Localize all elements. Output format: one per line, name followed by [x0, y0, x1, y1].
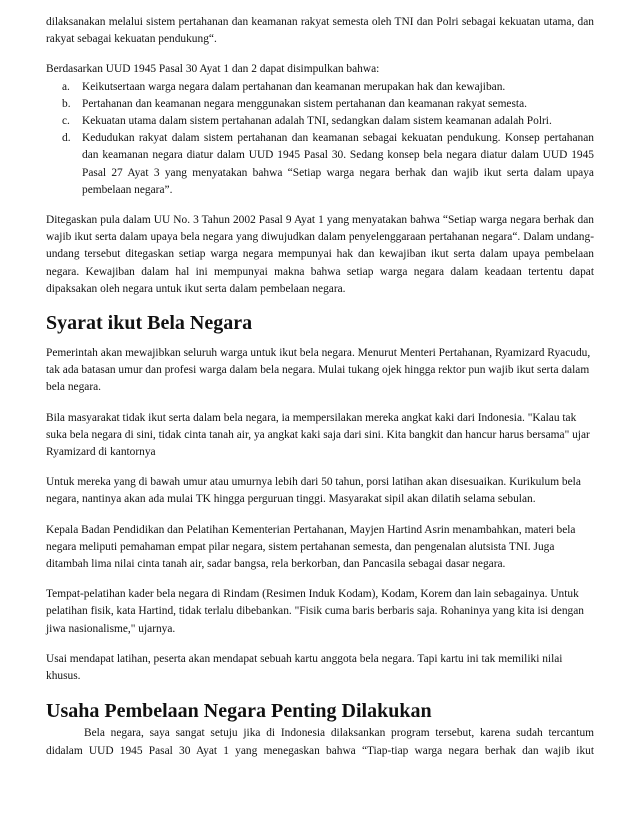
- list-item-text: Pertahanan dan keamanan negara menggunakan sistem pertahanan dan keamanan rakyat semesta.: [82, 97, 527, 110]
- list-item: [46, 96, 594, 113]
- list-marker: a.: [62, 80, 70, 93]
- list-item-text: Kekuatan utama dalam sistem pertahanan adalah TNI, sedangkan dalam sistem keamanan adalah Polri.: [82, 115, 552, 128]
- list-item: [46, 79, 594, 96]
- list-item-text: Kedudukan rakyat dalam sistem pertahanan dan keamanan sebagai kekuatan pendukung. Konsep pertahanan dan keamanan negara diatur dalam UUD 1945 Pasal 30. Sedang konsep bela negara diatur dalam UUD 1945 Pasal 27 Ayat 3 yang menyatakan bahwa “Setiap warga negara berhak dan wajib ikut serta dalam upaya pembelaan negara”.: [82, 132, 594, 196]
- list-marker: b.: [62, 97, 71, 110]
- list-marker: c.: [62, 115, 70, 128]
- list-marker: d.: [62, 132, 71, 145]
- uud-intro: Berdasarkan UUD 1945 Pasal 30 Ayat 1 dan 2 dapat disimpulkan bahwa:: [46, 63, 380, 76]
- list-item: [46, 130, 594, 199]
- intro-paragraph: dilaksanakan melalui sistem pertahanan dan keamanan rakyat semesta oleh TNI dan Polri sebagai kekuatan utama, dan rakyat sebagai kekuatan pendukung“.: [46, 16, 594, 46]
- section1-paragraph: Untuk mereka yang di bawah umur atau umurnya lebih dari 50 tahun, porsi latihan akan disesuaikan. Kurikulum bela negara, nantinya akan ada mulai TK hingga perguruan tinggi. Masyarakat sipil akan dilatih selama sebulan.: [46, 476, 581, 506]
- uu-paragraph: Ditegaskan pula dalam UU No. 3 Tahun 2002 Pasal 9 Ayat 1 yang menyatakan bahwa “Setiap warga negara berhak dan wajib ikut serta dalam upaya bela negara yang diwujudkan dalam penyelenggaraan pertahanan negara“. Dalam undang-undang tersebut ditegaskan setiap warga negara mempunyai hak dan kewajiban ikut serta dalam upaya pembelaan negara. Kewajiban dalam hal ini mempunyai makna bahwa setiap warga negara dalam keadaan tertentu dapat dipaksakan oleh negara untuk ikut serta dalam pembelaan negara.: [46, 214, 594, 295]
- list-item-text: Keikutsertaan warga negara dalam pertahanan dan keamanan merupakan hak dan kewajiban.: [82, 80, 506, 93]
- section-heading-usaha: Usaha Pembelaan Negara Penting Dilakukan: [46, 700, 432, 723]
- section1-paragraph: Pemerintah akan mewajibkan seluruh warga untuk ikut bela negara. Menurut Menteri Pertahanan, Ryamizard Ryacudu, tak ada batasan umur dan profesi warga dalam bela negara. Mulai tukang ojek hingga rektor pun wajib ikut serta dalam bela negara.: [46, 347, 591, 394]
- section1-paragraph: Kepala Badan Pendidikan dan Pelatihan Kementerian Pertahanan, Mayjen Hartind Asrin menambahkan, materi bela negara meliputi pemahaman empat pilar negara, sistem pertahanan semesta, dan pengenalan alutsista TNI. Juga ditambah lima nilai cinta tanah air, sadar bangsa, rela berkorban, dan Pancasila sebagai dasar negara.: [46, 523, 576, 571]
- list-item: [46, 113, 594, 130]
- section-heading-syarat: Syarat ikut Bela Negara: [46, 312, 253, 335]
- section1-paragraph: Bila masyarakat tidak ikut serta dalam bela negara, ia mempersilakan mereka angkat kaki dari Indonesia. "Kalau tak suka bela negara di sini, tidak cinta tanah air, ya angkat kaki saja dari sini. Kita bangkit dan hancur harus bersama" ujar Ryamizard di kantornya: [46, 411, 590, 459]
- section1-paragraph: Tempat-pelatihan kader bela negara di Rindam (Resimen Induk Kodam), Kodam, Korem dan lain sebagainya. Untuk pelatihan fisik, kata Hartind, tidak terlalu dibebankan. "Fisik cuma baris berbaris saja. Rohaninya yang kita isi dengan jiwa nasionalisme," ujarnya.: [46, 588, 584, 635]
- section1-paragraph: Usai mendapat latihan, peserta akan mendapat sebuah kartu anggota bela negara. Tapi kartu ini tak memiliki nilai khusus.: [46, 652, 563, 683]
- uud-points-list: [46, 79, 594, 199]
- section2-paragraph: Bela negara, saya sangat setuju jika di Indonesia dilaksankan program tersebut, karena sudah tercantum didalam UUD 1945 Pasal 30 Ayat 1 yang menegaskan bahwa “Tiap-tiap warga negara berhak dan wajib ikut: [46, 727, 594, 757]
- document-page: [46, 14, 594, 773]
